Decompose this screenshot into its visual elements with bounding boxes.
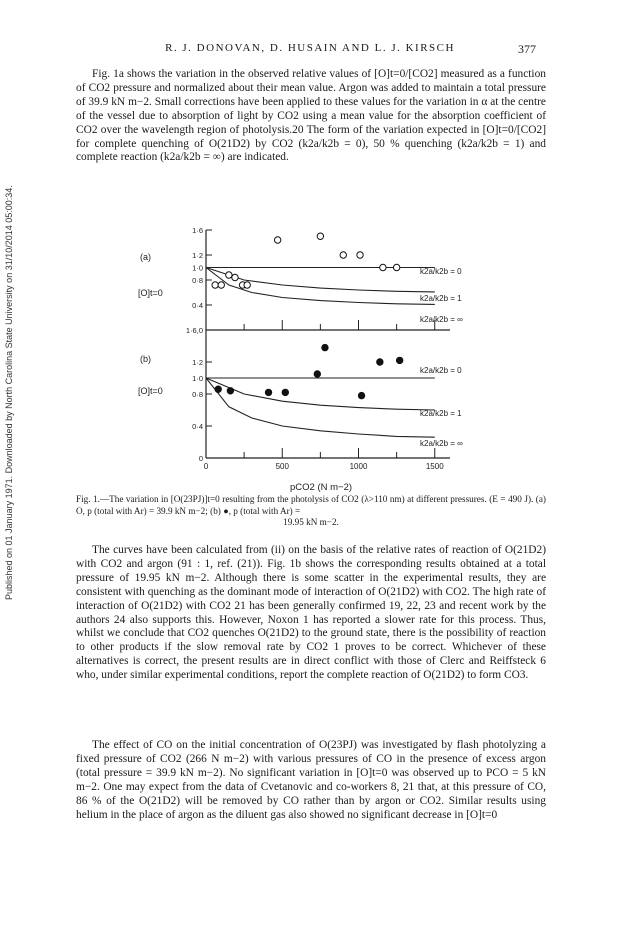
x-tick-label-3: 1500 — [425, 462, 444, 471]
paragraph-co-effect: The effect of CO on the initial concentration of O(23PJ) was investigated by flash photolyzing a fixed pressure of CO2 (266 N m−2) with various pressures of CO in the presence of excess argon (total pressure = 39.9 kN m−2). No significant variation in [O]t=0 was observed up to PCO = 5 kN m−2. One may expect from the data of Cvetanovic and co-workers 8, 21 that, at this pressure of CO, 86 % of the O(21D2) will be removed by CO rather than by argon or CO2. Similar results using helium in the place of argon as the diluent gas also showed no significant decrease in [O]t=0 — [76, 739, 546, 821]
panel-a-points — [212, 233, 400, 288]
data-point-b-4 — [314, 371, 320, 377]
y-tick-label-a-4: 1·6 — [192, 226, 203, 235]
curve-label-b-0: k2a/k2b = 0 — [420, 366, 462, 375]
data-point-a-6 — [274, 237, 280, 243]
data-point-b-5 — [322, 344, 328, 350]
panel-b — [138, 326, 463, 471]
data-point-a-1 — [218, 282, 224, 288]
panel-b-label: (b) — [140, 354, 151, 364]
panel-a-ylabel: [O]t=0 — [138, 288, 163, 298]
data-point-b-7 — [377, 359, 383, 365]
panel-a — [138, 226, 463, 330]
y-tick-label-b-3: 1·0 — [192, 374, 203, 383]
data-point-b-0 — [215, 386, 221, 392]
data-point-b-8 — [396, 357, 402, 363]
download-watermark — [4, 130, 18, 600]
x-tick-label-2: 1000 — [349, 462, 368, 471]
curve-b-1 — [206, 378, 435, 410]
data-point-a-7 — [317, 233, 323, 239]
figure-caption — [76, 494, 546, 529]
panel-b-ylabel: [O]t=0 — [138, 386, 163, 396]
y-tick-label-b-4: 1·2 — [192, 358, 203, 367]
data-point-b-2 — [265, 389, 271, 395]
download-watermark-text: Published on 01 January 1971. Downloaded by North Carolina State University on 31/10/2014 05:00:34. — [4, 185, 14, 600]
data-point-b-6 — [358, 392, 364, 398]
panel-b-points — [215, 344, 403, 398]
curve-label-b-1: k2a/k2b = 1 — [420, 409, 462, 418]
curve-label-b-2: k2a/k2b = ∞ — [420, 439, 463, 448]
running-head: R. J. DONOVAN, D. HUSAIN AND L. J. KIRSCH — [165, 42, 455, 54]
panel-b-axes — [186, 326, 450, 471]
y-tick-label-a-0: 0·4 — [192, 301, 203, 310]
page-number: 377 — [518, 42, 536, 56]
curve-label-a-0: k2a/k2b = 0 — [420, 267, 462, 276]
figure-caption-text: Fig. 1.—The variation in [O(23PJ)]t=0 resulting from the photolysis of CO2 (λ>110 nm) at different pressures. (E = 490 J). (a) O, p (total with Ar) = 39.9 kN m−2; (b) ●, p (total with Ar) = — [76, 494, 546, 516]
curve-label-a-1: k2a/k2b = 1 — [420, 294, 462, 303]
curve-b-2 — [206, 378, 435, 437]
panel-a-label: (a) — [140, 252, 151, 262]
figure-1 — [120, 222, 500, 502]
data-point-a-0 — [212, 282, 218, 288]
y-tick-label-a-1: 0·8 — [192, 276, 203, 285]
paragraph-figure-description: Fig. 1a shows the variation in the observed relative values of [O]t=0/[CO2] measured as a function of CO2 pressure and normalized about their mean value. Argon was added to maintain a total pressure of 39.9 kN m−2. Small corrections have been applied to these values for the variation in α at the centre of the vessel due to absorption of light by CO2 using a mean value for the absorption coefficient of CO2 over the wavelength region of photolysis.20 The form of the variation expected in [O]t=0/[CO2] for complete quenching of O(21D2) by CO2 (k2a/k2b = 0), 50 % quenching (k2a/k2b = 1) and complete reaction (k2a/k2b = ∞) are indicated. — [76, 68, 546, 164]
y-tick-label-a-2: 1·0 — [192, 263, 203, 273]
y-tick-label-a-3: 1·2 — [192, 251, 203, 260]
data-point-b-3 — [282, 389, 288, 395]
y-tick-label-b-2: 0·8 — [192, 390, 203, 399]
x-tick-label-1: 500 — [275, 462, 289, 471]
y-tick-label-b-5: 1·6,0 — [185, 326, 203, 335]
x-tick-label-0: 0 — [203, 462, 209, 471]
figure-caption-last-line: 19.95 kN m−2. — [283, 517, 339, 527]
panel-b-curves — [206, 378, 435, 437]
data-point-a-5 — [244, 282, 250, 288]
data-point-a-9 — [357, 252, 363, 258]
data-point-a-2 — [226, 272, 232, 278]
y-tick-label-b-0: 0 — [198, 454, 203, 463]
data-point-b-1 — [227, 388, 233, 394]
data-point-a-10 — [380, 264, 386, 270]
y-tick-label-b-1: 0·4 — [192, 422, 203, 431]
paragraph-discussion: The curves have been calculated from (ii) on the basis of the relative rates of reaction of O(21D2) with CO2 and argon (91 : 1, ref. (21)). Fig. 1b shows the corresponding results obtained at a total pressure of 19.95 kN m−2. Although there is some scatter in the experimental results, they are consistent with quenching as the dominant mode of interaction of O(21D2) with CO2. The high rate of interaction of O(21D2) with CO2 21 has been generally confirmed 19, 22, 23 and recent work by the authors 24 also supports this. However, Noxon 1 has reported a slower rate for this process. Thus, whilst we conclude that CO2 quenches O(21D2) to the ground state, there is the possibility of reaction to other products if the slow removal rate by CO2 1 proves to be correct. Whichever of these alternatives is correct, the present results are in direct conflict with those of Clerc and Reiffsteck 6 who, under similar experimental conditions, report the complete reaction of O(21D2) to form CO3. — [76, 544, 546, 682]
x-axis-label: pCO2 (N m−2) — [290, 482, 353, 493]
curve-label-a-2: k2a/k2b = ∞ — [420, 315, 463, 324]
data-point-a-3 — [232, 274, 238, 280]
data-point-a-8 — [340, 252, 346, 258]
data-point-a-11 — [393, 264, 399, 270]
